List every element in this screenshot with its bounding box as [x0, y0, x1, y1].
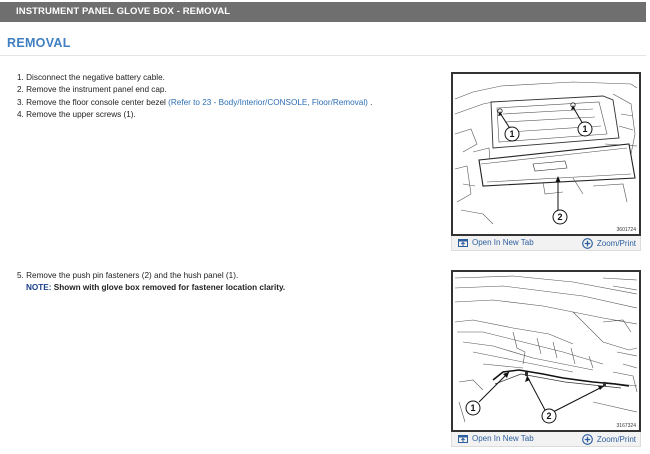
open-new-tab-icon [458, 434, 468, 443]
step-item: 3. Remove the floor console center bezel (Refer to 23 - Body/Interior/CONSOLE, Floor/Removal) . [17, 97, 373, 107]
callout-2: 2 [546, 411, 552, 421]
zoom-print-button[interactable]: Zoom/Print [582, 434, 636, 445]
zoom-plus-icon [582, 238, 593, 249]
open-in-new-tab-button[interactable]: Open In New Tab [458, 238, 534, 247]
zoom-print-button[interactable]: Zoom/Print [582, 238, 636, 249]
page-header-title: INSTRUMENT PANEL GLOVE BOX - REMOVAL [16, 6, 231, 17]
figure-2-toolbar [451, 432, 641, 447]
figure-hush-panel[interactable] [451, 270, 641, 432]
steps-list-1 [17, 72, 372, 122]
open-in-new-tab-button[interactable]: Open In New Tab [458, 434, 534, 443]
figure-id: 3601724 [616, 227, 636, 233]
step-item: 4. Remove the upper screws (1). [17, 110, 136, 120]
hush-panel-illustration [453, 272, 639, 430]
zoom-plus-icon [582, 434, 593, 445]
note [17, 282, 285, 294]
title-divider [0, 55, 646, 56]
figure-glove-box-screws[interactable] [451, 72, 641, 236]
note-text: Shown with glove box removed for fastener location clarity. [51, 283, 286, 293]
figure-1-toolbar [451, 236, 641, 251]
step-item: 1. Disconnect the negative battery cable. [17, 73, 165, 82]
step-item: 2. Remove the instrument panel end cap. [17, 85, 167, 95]
callout-1b: 1 [582, 124, 588, 134]
note-label: NOTE: [26, 283, 52, 293]
figure-id: 3167324 [616, 423, 636, 429]
steps-list-2 [17, 270, 285, 295]
callout-1a: 1 [509, 129, 515, 139]
callout-1: 1 [470, 403, 476, 413]
step-item: 5. Remove the push pin fasteners (2) and the hush panel (1). [17, 271, 239, 280]
console-bezel-reference-link[interactable]: (Refer to 23 - Body/Interior/CONSOLE, Floor/Removal) [168, 97, 368, 107]
page-header [0, 2, 646, 22]
open-new-tab-icon [458, 238, 468, 247]
callout-2: 2 [557, 212, 563, 222]
glove-box-illustration [453, 74, 639, 234]
section-title: REMOVAL [7, 36, 71, 50]
